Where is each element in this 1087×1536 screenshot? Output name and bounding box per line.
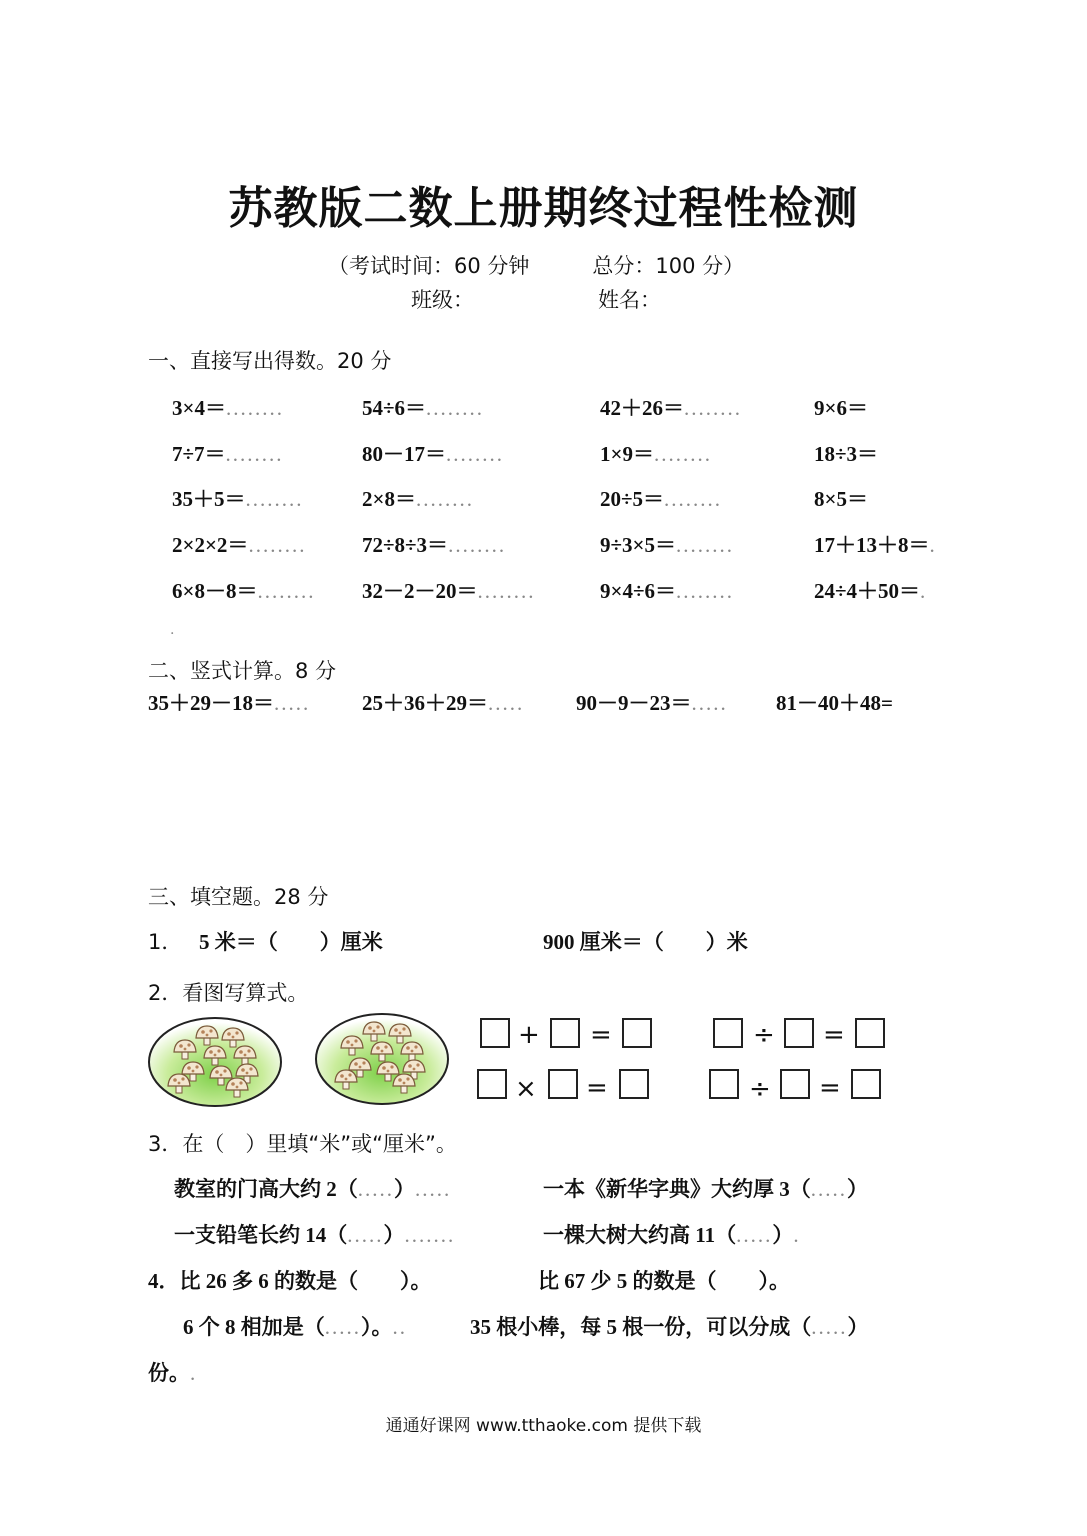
q1-part-a: 5 米＝（ ）厘米 — [199, 930, 383, 954]
mental-math-item — [814, 575, 927, 605]
answer-blank[interactable]: ........ — [676, 533, 734, 557]
mental-math-item — [362, 392, 484, 422]
answer-blank[interactable]: ........ — [448, 533, 507, 557]
mental-math-item — [172, 483, 304, 513]
answer-blank[interactable]: ........ — [477, 579, 536, 603]
equation-text: 17＋13＋8＝ — [814, 533, 930, 557]
mental-math-item — [362, 438, 504, 468]
equation-text: 9×6＝ — [814, 396, 868, 420]
equation-text: 42＋26＝ — [600, 396, 684, 420]
q1-number: 1． — [148, 930, 183, 954]
exam-info: （考试时间：60 分钟 总分：100 分） — [328, 254, 745, 278]
answer-blank[interactable]: ........ — [225, 442, 284, 466]
equation-text: 6×8－8＝ — [172, 579, 258, 603]
q4-part-d: 35 根小棒，每 5 根一份，可以分成（.....） — [470, 1315, 869, 1339]
answer-blank[interactable]: ........ — [248, 533, 307, 557]
q3-item-b: 一本《新华字典》大约厚 3（.....） — [543, 1177, 868, 1201]
answer-blank[interactable]: . — [920, 579, 928, 603]
answer-box[interactable] — [548, 1069, 578, 1099]
name-label: 姓名： — [598, 288, 661, 312]
q1-part-b: 900 厘米＝（ ）米 — [543, 930, 748, 954]
section1-heading: 一、直接写出得数。20 分 — [148, 349, 392, 373]
answer-box[interactable] — [622, 1018, 652, 1048]
q4-part-e: 份。. — [148, 1361, 198, 1385]
mental-math-item — [814, 529, 937, 559]
equals-sign: = — [823, 1020, 845, 1050]
plus-sign: + — [518, 1020, 540, 1050]
q4-part-c: 6 个 8 相加是（.....）。.. — [183, 1315, 407, 1339]
answer-blank[interactable]: ........ — [415, 487, 474, 511]
equation-text: 2×2×2＝ — [172, 533, 249, 557]
answer-box[interactable] — [480, 1018, 510, 1048]
answer-blank[interactable]: ........ — [653, 442, 712, 466]
answer-box[interactable] — [780, 1069, 810, 1099]
equation-text: 1×9＝ — [600, 442, 654, 466]
answer-box[interactable] — [550, 1018, 580, 1048]
equation-text: 80－17＝ — [362, 442, 446, 466]
answer-blank[interactable]: . — [929, 533, 937, 557]
section2-item-3: 90－9－23＝..... — [576, 691, 728, 715]
mental-math-item — [600, 438, 712, 468]
equation-text: 72÷8÷3＝ — [362, 533, 449, 557]
mental-math-item — [172, 529, 306, 559]
answer-blank[interactable]: ........ — [684, 396, 742, 420]
equation-text: 3×4＝ — [172, 396, 226, 420]
mental-math-item — [362, 529, 506, 559]
mental-math-item — [814, 438, 878, 468]
mental-math-item — [814, 483, 868, 513]
answer-box[interactable] — [855, 1018, 885, 1048]
divide-sign: ÷ — [749, 1074, 771, 1104]
mushroom-picture-2 — [312, 1010, 452, 1108]
mental-math-item — [600, 529, 734, 559]
times-sign: × — [515, 1074, 537, 1104]
section3-heading: 三、填空题。28 分 — [148, 885, 329, 909]
answer-box[interactable] — [709, 1069, 739, 1099]
mental-math-item — [172, 438, 284, 468]
answer-box[interactable] — [477, 1069, 507, 1099]
equation-text: 2×8＝ — [362, 487, 416, 511]
mental-math-item — [362, 483, 474, 513]
equals-sign: = — [590, 1020, 612, 1050]
equation-text: 9÷3×5＝ — [600, 533, 676, 557]
section2-item-1: 35＋29－18＝..... — [148, 691, 311, 715]
answer-blank[interactable]: ........ — [664, 487, 723, 511]
stray-dot: . — [170, 622, 177, 638]
section2-item-4: 81－40＋48= — [776, 691, 893, 715]
answer-blank[interactable]: ........ — [245, 487, 304, 511]
q3-item-a: 教室的门高大约 2（.....）..... — [174, 1177, 452, 1201]
footer-credit: 通通好课网 www.tthaoke.com 提供下载 — [385, 1416, 702, 1436]
equation-text: 54÷6＝ — [362, 396, 427, 420]
q2-text: 2．看图写算式。 — [148, 981, 309, 1005]
equals-sign: = — [819, 1073, 841, 1103]
equation-text: 9×4÷6＝ — [600, 579, 676, 603]
equation-text: 7÷7＝ — [172, 442, 226, 466]
mental-math-item — [362, 575, 536, 605]
mental-math-item — [600, 575, 734, 605]
answer-blank[interactable]: ........ — [257, 579, 316, 603]
equation-text: 24÷4＋50＝ — [814, 579, 921, 603]
q3-item-c: 一支铅笔长约 14（.....）....... — [174, 1223, 456, 1247]
page-title: 苏教版二数上册期终过程性检测 — [228, 183, 859, 234]
answer-blank[interactable]: ........ — [446, 442, 504, 466]
q4-part-b: 比 67 少 5 的数是（ ）。 — [538, 1269, 790, 1293]
q4-part-a: 4．比 26 多 6 的数是（ ）。 — [148, 1269, 432, 1293]
answer-box[interactable] — [851, 1069, 881, 1099]
section2-item-2: 25＋36＋29＝..... — [362, 691, 525, 715]
mushroom-picture-1 — [145, 1014, 285, 1110]
answer-blank[interactable]: ........ — [426, 396, 485, 420]
answer-box[interactable] — [619, 1069, 649, 1099]
equation-text: 18÷3＝ — [814, 442, 879, 466]
equation-text: 32－2－20＝ — [362, 579, 478, 603]
equation-text: 20÷5＝ — [600, 487, 665, 511]
mental-math-item — [814, 392, 868, 422]
q3-item-d: 一棵大树大约高 11（.....）. — [543, 1223, 801, 1247]
mental-math-item — [172, 575, 315, 605]
equation-text: 35＋5＝ — [172, 487, 246, 511]
q3-text: 3．在（ ）里填“米”或“厘米”。 — [148, 1132, 457, 1156]
equals-sign: = — [586, 1073, 608, 1103]
answer-blank[interactable]: ........ — [225, 396, 284, 420]
answer-box[interactable] — [713, 1018, 743, 1048]
divide-sign: ÷ — [753, 1020, 775, 1050]
answer-box[interactable] — [784, 1018, 814, 1048]
mental-math-item — [600, 392, 742, 422]
class-label: 班级： — [411, 288, 474, 312]
section2-heading: 二、竖式计算。8 分 — [148, 659, 337, 683]
answer-blank[interactable]: ........ — [676, 579, 734, 603]
equation-text: 8×5＝ — [814, 487, 868, 511]
mental-math-item — [600, 483, 722, 513]
mental-math-item — [172, 392, 284, 422]
